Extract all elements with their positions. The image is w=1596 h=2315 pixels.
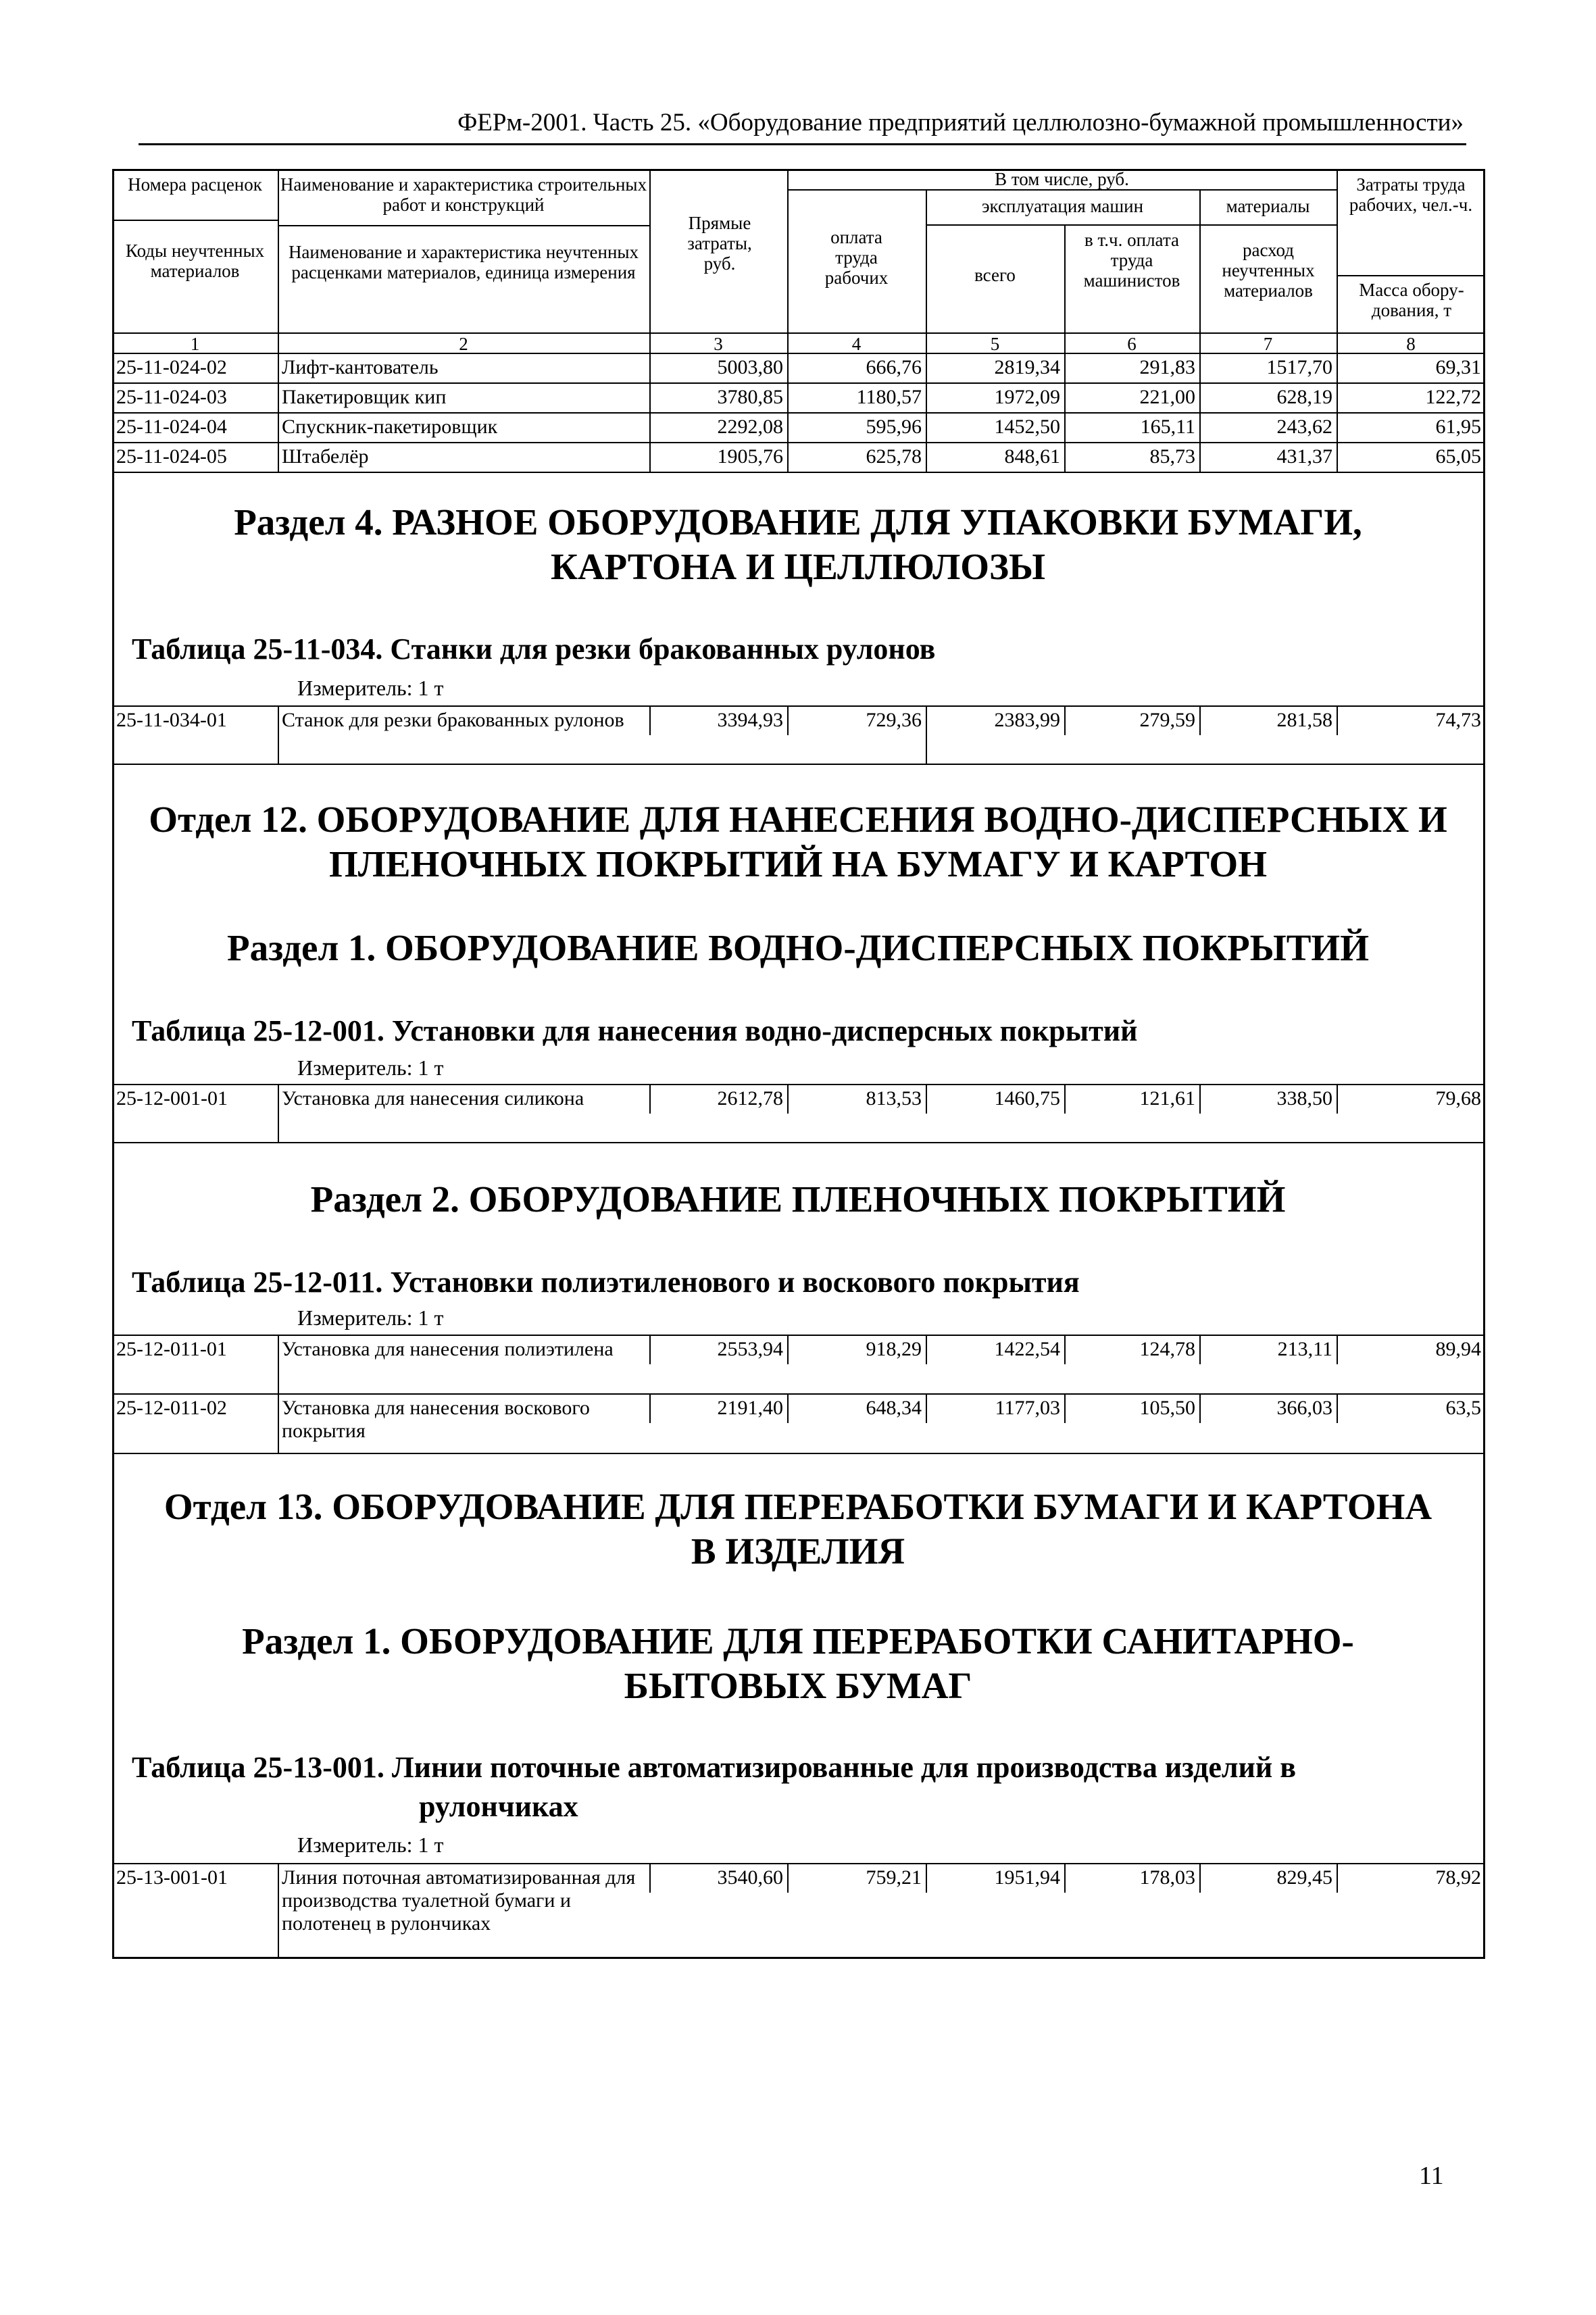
- section-heading: Раздел 2. ОБОРУДОВАНИЕ ПЛЕНОЧНЫХ ПОКРЫТИЙ: [310, 1178, 1286, 1220]
- row-machines-total: 848,61: [1004, 445, 1060, 468]
- header-col4: оплата труда рабочих: [824, 227, 889, 288]
- row-machines-total: 1177,03: [995, 1397, 1060, 1419]
- row-direct-cost: 2191,40: [717, 1397, 783, 1419]
- row-materials: 1517,70: [1266, 356, 1332, 378]
- table-title: Таблица 25-12-001. Установки для нанесения водно-дисперсных покрытий: [132, 1014, 1138, 1047]
- row-name: Станок для резки бракованных рулонов: [282, 709, 624, 731]
- row-direct-cost: 2292,08: [717, 416, 783, 438]
- grid-line: [112, 1142, 1485, 1143]
- row-machines-total: 2383,99: [994, 709, 1060, 731]
- grid-line: [278, 705, 279, 764]
- row-machines-total: 1422,54: [994, 1338, 1060, 1360]
- row-code: 25-12-011-02: [116, 1397, 227, 1419]
- row-code: 25-11-034-01: [116, 709, 227, 731]
- row-direct-cost: 2553,94: [717, 1338, 783, 1360]
- header-col7: расход неучтенных материалов: [1222, 240, 1315, 301]
- row-name: Штабелёр: [282, 445, 369, 468]
- row-machines-total: 1951,94: [994, 1866, 1060, 1889]
- row-name: Линия поточная автоматизированная для производства туалетной бумаги и полотенец в рулончиках: [282, 1866, 636, 1935]
- measure-unit: Измеритель: 1 т: [297, 676, 444, 700]
- section-heading: КАРТОНА И ЦЕЛЛЮЛОЗЫ: [550, 546, 1046, 587]
- row-machinists-pay: 121,61: [1139, 1087, 1195, 1110]
- header-col5: всего: [974, 265, 1016, 285]
- grid-line: [112, 764, 1485, 765]
- row-labor-mass: 89,94: [1435, 1338, 1481, 1360]
- row-machinists-pay: 291,83: [1139, 356, 1195, 378]
- row-direct-cost: 2612,78: [717, 1087, 783, 1110]
- grid-line: [278, 1863, 279, 1958]
- row-labor-mass: 63,5: [1445, 1397, 1481, 1419]
- row-labor-pay: 759,21: [866, 1866, 922, 1889]
- grid-line: [112, 1335, 1485, 1336]
- col-number: 7: [1263, 334, 1273, 354]
- grid-line: [112, 472, 1485, 473]
- header-col8-top: Затраты труда рабочих, чел.-ч.: [1349, 174, 1473, 215]
- row-materials: 628,19: [1276, 386, 1332, 408]
- grid-line: [112, 412, 1485, 414]
- row-name: Установка для нанесения силикона: [282, 1087, 584, 1110]
- row-direct-cost: 3780,85: [717, 386, 783, 408]
- row-labor-mass: 65,05: [1435, 445, 1481, 468]
- header-col2-top: Наименование и характеристика строительных работ и конструкций: [280, 174, 647, 215]
- grid-line: [112, 1393, 1485, 1395]
- department-heading: Отдел 13. ОБОРУДОВАНИЕ ДЛЯ ПЕРЕРАБОТКИ БУМАГИ И КАРТОНА: [164, 1486, 1432, 1527]
- col-number: 4: [851, 334, 862, 354]
- grid-line: [278, 225, 649, 226]
- header-col6: в т.ч. оплата труда машинистов: [1083, 230, 1180, 291]
- page-header-text: ФЕРм-2001. Часть 25. «Оборудование предприятий целлюлозно-бумажной промышленности»: [457, 109, 1464, 136]
- grid-line: [787, 189, 1337, 191]
- measure-unit: Измеритель: 1 т: [297, 1833, 444, 1857]
- section-heading: Раздел 1. ОБОРУДОВАНИЕ ДЛЯ ПЕРЕРАБОТКИ САНИТАРНО-: [242, 1620, 1354, 1662]
- section-heading: Раздел 4. РАЗНОЕ ОБОРУДОВАНИЕ ДЛЯ УПАКОВКИ БУМАГИ,: [234, 501, 1362, 543]
- col-number: 1: [190, 334, 200, 354]
- row-machinists-pay: 85,73: [1149, 445, 1195, 468]
- grid-line: [112, 382, 1485, 384]
- row-name: Спускник-пакетировщик: [282, 416, 498, 438]
- row-code: 25-11-024-02: [116, 356, 227, 378]
- grid-line: [926, 224, 1337, 226]
- row-labor-pay: 729,36: [866, 709, 922, 731]
- page-header: [139, 108, 1466, 145]
- row-direct-cost: 1905,76: [717, 445, 783, 468]
- row-materials: 366,03: [1276, 1397, 1332, 1419]
- row-materials: 213,11: [1277, 1338, 1332, 1360]
- row-labor-mass: 122,72: [1425, 386, 1481, 408]
- row-direct-cost: 5003,80: [717, 356, 783, 378]
- row-materials: 338,50: [1276, 1087, 1332, 1110]
- row-labor-mass: 61,95: [1435, 416, 1481, 438]
- row-machines-total: 1452,50: [994, 416, 1060, 438]
- row-code: 25-11-024-05: [116, 445, 227, 468]
- grid-line: [112, 1084, 1485, 1085]
- row-materials: 829,45: [1276, 1866, 1332, 1889]
- row-labor-pay: 648,34: [866, 1397, 922, 1419]
- row-labor-pay: 918,29: [866, 1338, 922, 1360]
- row-name: Лифт-кантователь: [282, 356, 439, 378]
- row-code: 25-11-024-04: [116, 416, 227, 438]
- grid-line: [1337, 275, 1485, 276]
- row-machinists-pay: 124,78: [1139, 1338, 1195, 1360]
- row-code: 25-12-001-01: [116, 1087, 228, 1110]
- row-machinists-pay: 105,50: [1139, 1397, 1195, 1419]
- page-number: 11: [1419, 2162, 1444, 2190]
- section-heading: БЫТОВЫХ БУМАГ: [624, 1665, 972, 1706]
- header-incl: В том числе, руб.: [995, 169, 1129, 189]
- row-code: 25-11-024-03: [116, 386, 227, 408]
- row-name: Установка для нанесения воскового покрытия: [282, 1397, 590, 1442]
- row-direct-cost: 3540,60: [717, 1866, 783, 1889]
- row-labor-mass: 69,31: [1435, 356, 1481, 378]
- row-materials: 431,37: [1276, 445, 1332, 468]
- row-name: Пакетировщик кип: [282, 386, 447, 408]
- measure-unit: Измеритель: 1 т: [297, 1305, 444, 1330]
- grid-line: [278, 1084, 279, 1142]
- col-number: 3: [714, 334, 723, 354]
- table-title: Таблица 25-12-011. Установки полиэтиленового и воскового покрытия: [132, 1266, 1080, 1299]
- row-labor-pay: 1180,57: [856, 386, 922, 408]
- row-materials: 281,58: [1276, 709, 1332, 731]
- row-materials: 243,62: [1276, 416, 1332, 438]
- row-machinists-pay: 221,00: [1139, 386, 1195, 408]
- measure-unit: Измеритель: 1 т: [297, 1055, 444, 1080]
- row-labor-pay: 666,76: [866, 356, 922, 378]
- row-direct-cost: 3394,93: [717, 709, 783, 731]
- header-col1-bottom: Коды неучтенных материалов: [125, 241, 265, 281]
- row-machinists-pay: 279,59: [1139, 709, 1195, 731]
- col-number: 2: [459, 334, 468, 354]
- row-code: 25-12-011-01: [116, 1338, 227, 1360]
- row-machinists-pay: 165,11: [1140, 416, 1195, 438]
- department-heading: Отдел 12. ОБОРУДОВАНИЕ ДЛЯ НАНЕСЕНИЯ ВОДНО-ДИСПЕРСНЫХ И: [149, 799, 1447, 840]
- header-col3: Прямые затраты, руб.: [687, 213, 752, 274]
- table-title: Таблица 25-11-034. Станки для резки бракованных рулонов: [132, 632, 936, 666]
- department-heading: В ИЗДЕЛИЯ: [691, 1530, 905, 1572]
- row-labor-mass: 79,68: [1435, 1087, 1481, 1110]
- col-number: 6: [1127, 334, 1137, 354]
- row-labor-pay: 813,53: [866, 1087, 922, 1110]
- grid-line: [112, 705, 1485, 707]
- grid-line: [112, 220, 278, 221]
- header-col8-bottom: Масса обору-дования, т: [1359, 280, 1464, 320]
- department-heading: ПЛЕНОЧНЫХ ПОКРЫТИЙ НА БУМАГУ И КАРТОН: [329, 843, 1267, 885]
- row-machines-total: 2819,34: [994, 356, 1060, 378]
- section-heading: Раздел 1. ОБОРУДОВАНИЕ ВОДНО-ДИСПЕРСНЫХ ПОКРЫТИЙ: [227, 927, 1369, 968]
- row-labor-mass: 78,92: [1435, 1866, 1481, 1889]
- row-machines-total: 1972,09: [994, 386, 1060, 408]
- grid-line: [112, 442, 1485, 443]
- row-labor-mass: 74,73: [1435, 709, 1481, 731]
- header-col1-top: Номера расценок: [128, 174, 262, 195]
- col-number: 8: [1406, 334, 1416, 354]
- table-title-continued: рулончиках: [419, 1790, 578, 1823]
- header-col2-bottom: Наименование и характеристика неучтенных расценками материалов, единица измерения: [288, 242, 639, 282]
- header-machines: эксплуатация машин: [981, 196, 1144, 216]
- row-name: Установка для нанесения полиэтилена: [282, 1338, 614, 1360]
- row-labor-pay: 595,96: [866, 416, 922, 438]
- row-code: 25-13-001-01: [116, 1866, 228, 1889]
- grid-line: [112, 1453, 1485, 1454]
- row-machines-total: 1460,75: [994, 1087, 1060, 1110]
- header-materials: материалы: [1226, 196, 1310, 216]
- grid-line: [112, 1863, 1485, 1864]
- grid-line: [278, 1335, 279, 1453]
- col-number: 5: [990, 334, 1000, 354]
- table-title: Таблица 25-13-001. Линии поточные автоматизированные для производства изделий в: [132, 1751, 1297, 1784]
- row-machinists-pay: 178,03: [1139, 1866, 1195, 1889]
- row-labor-pay: 625,78: [866, 445, 922, 468]
